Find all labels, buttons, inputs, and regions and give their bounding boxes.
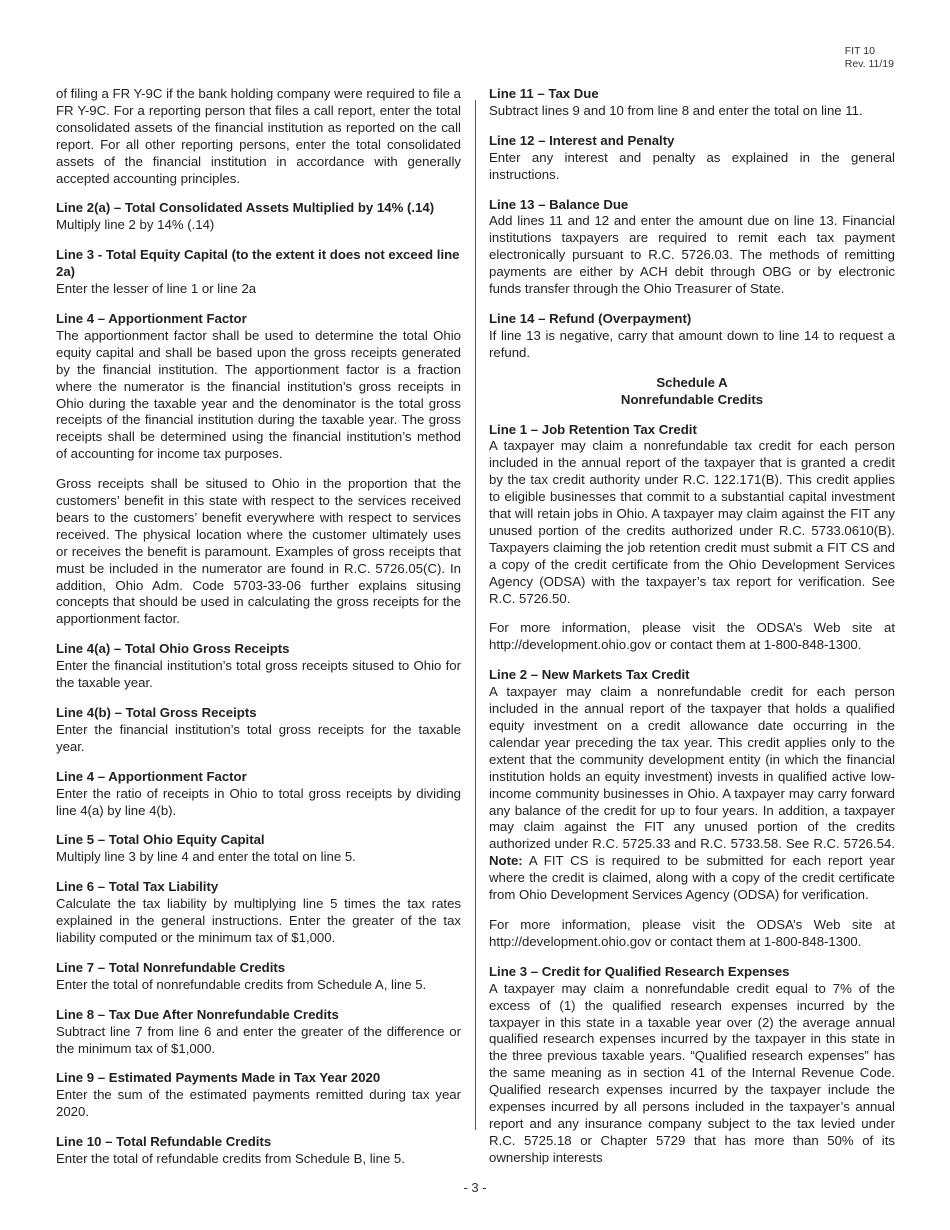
section-heading: Line 1 – Job Retention Tax Credit: [489, 421, 697, 437]
section-heading: Line 3 – Credit for Qualified Research Expenses: [489, 963, 790, 979]
schedule-title: Schedule A: [656, 374, 728, 390]
odsa-info-paragraph: For more information, please visit the ODSA’s Web site at http://development.ohio.gov or contact them at 1-800-848-1300.: [489, 916, 895, 949]
note-text: A FIT CS is required to be submitted for each report year where the credit is claimed, along with a copy of the credit certificate from Ohio Development Services Agency (ODSA) for verification.: [489, 853, 895, 903]
section-heading: Line 2(a) – Total Consolidated Assets Multiplied by 14% (.14): [56, 200, 435, 216]
instruction-section: [56, 769, 461, 820]
section-text: Enter the ratio of receipts in Ohio to total gross receipts by dividing line 4(a) by line 4(b).: [56, 785, 461, 818]
section-text: Subtract lines 9 and 10 from line 8 and enter the total on line 11.: [489, 102, 863, 118]
section-heading: Line 4(b) – Total Gross Receipts: [56, 705, 257, 720]
schedule-subtitle: Nonrefundable Credits: [620, 391, 764, 407]
column-divider: [475, 100, 476, 1130]
section-text: Enter the lesser of line 1 or line 2a: [56, 281, 257, 297]
right-column: [489, 86, 895, 1180]
section-text-body: A taxpayer may claim a nonrefundable credit for each person included in the annual report of the taxpayer that holds a qualified equity investment on a credit allowance date occurring in the calendar year preceding the tax year. This credit applies only to the extent that the community development entity (in which the financial institution holds an equity investment) invests in qualified active low-income community businesses in Ohio. A taxpayer may carry forward any balance of the credit for up to four years. In addition, a taxpayer may claim against the FIT any unused portion of the credits authorized under R.C. 5725.33 and R.C. 5733.58. See R.C. 5726.54.: [489, 684, 895, 852]
instruction-section: [56, 1134, 461, 1168]
note-label: Note:: [489, 853, 523, 869]
section-text: Enter the sum of the estimated payments remitted during tax year 2020.: [56, 1087, 461, 1120]
instruction-section: [56, 1070, 461, 1121]
section-text: Multiply line 2 by 14% (.14): [56, 217, 215, 233]
section-text: Calculate the tax liability by multiplying line 5 times the tax rates explained in the general instructions. Enter the greater of the tax liability computed or the minimum tax of $1,000.: [56, 896, 461, 945]
right-sections: [489, 86, 895, 362]
credit-job-retention: [489, 422, 895, 608]
intro-paragraph: of filing a FR Y-9C if the bank holding company were required to file a FR Y-9C. For a reporting person that files a call report, enter the total consolidated assets of the financial institution as reported on the call report. For all other reporting persons, enter the total consolidated assets of the financial institution in accordance with generally accepted accounting principles.: [56, 86, 461, 186]
instruction-section: [56, 200, 461, 234]
section-heading: Line 8 – Tax Due After Nonrefundable Credits: [56, 1006, 339, 1022]
section-text: Gross receipts shall be sitused to Ohio in the proportion that the customers’ benefit in this state with respect to the services received bears to the customers’ benefit everywhere with respect to services received. The physical location where the customer ultimately uses or receives the benefit is paramount. Examples of gross receipts that must be included in the numerator are found in R.C. 5726.05(C). In addition, Ohio Adm. Code 5703-33-06 further explains situsing concepts that should be used in calculating the gross receipts for the apportionment factor.: [56, 476, 461, 627]
schedule-a-title-block: [489, 375, 895, 409]
section-heading: Line 10 – Total Refundable Credits: [56, 1134, 272, 1150]
instruction-section: [56, 832, 461, 866]
instruction-section: [489, 133, 895, 184]
left-column: [56, 86, 461, 1181]
instruction-section: [56, 705, 461, 756]
section-text: Enter the financial institution’s total gross receipts for the taxable year.: [56, 721, 461, 754]
section-heading: Line 2 – New Markets Tax Credit: [489, 667, 690, 683]
section-heading: Line 14 – Refund (Overpayment): [489, 310, 692, 326]
form-revision: Rev. 11/19: [844, 58, 894, 70]
section-text: [489, 684, 895, 904]
instruction-section: [56, 311, 461, 463]
form-number: FIT 10: [844, 45, 875, 57]
left-sections: [56, 200, 461, 1168]
section-heading: Line 4 – Apportionment Factor: [56, 310, 247, 326]
section-heading: Line 11 – Tax Due: [489, 86, 599, 101]
section-heading: Line 4 – Apportionment Factor: [56, 768, 247, 784]
instruction-section: [56, 247, 461, 298]
section-heading: Line 4(a) – Total Ohio Gross Receipts: [56, 641, 290, 657]
instruction-section: [56, 1007, 461, 1058]
instruction-section: [56, 879, 461, 947]
section-heading: Line 12 – Interest and Penalty: [489, 132, 675, 148]
section-heading: Line 6 – Total Tax Liability: [56, 879, 219, 895]
instruction-section: [56, 641, 461, 692]
instruction-section: [489, 311, 895, 362]
instruction-section: [56, 960, 461, 994]
section-text: Subtract line 7 from line 6 and enter the greater of the difference or the minimum tax of $1,000.: [56, 1023, 461, 1056]
section-text: Enter the financial institution’s total gross receipts sitused to Ohio for the taxable year.: [56, 658, 461, 691]
credit-new-markets: [489, 667, 895, 904]
section-heading: Line 7 – Total Nonrefundable Credits: [56, 959, 286, 975]
page-number: - 3 -: [463, 1180, 487, 1195]
section-text: Add lines 11 and 12 and enter the amount due on line 13. Financial institutions taxpayers are required to remit each tax payment electronically pursuant to R.C. 5726.03. The methods of remitting payments are either by ACH debit through OBG or by electronic funds transfer through the Ohio Treasurer of State.: [489, 213, 895, 297]
section-text: Enter any interest and penalty as explained in the general instructions.: [489, 149, 895, 182]
section-text: A taxpayer may claim a nonrefundable credit equal to 7% of the excess of (1) the qualified research expenses incurred by the taxpayer in this state in a taxable year over (2) the average annual qualified research expenses incurred by the taxpayer in this state in the three previous taxable years. “Qualified research expenses” has the same meaning as in section 41 of the Internal Revenue Code. Qualified research expenses incurred by the taxpayer include the expenses incurred by all persons included in the taxpayer’s annual report and any insurance company subject to the tax levied under R.C. 5725.18 or Chapter 5729 that has more than 50% of its ownership interests: [489, 980, 895, 1165]
section-text: If line 13 is negative, carry that amount down to line 14 to request a refund.: [489, 327, 895, 360]
section-text: Enter the total of refundable credits from Schedule B, line 5.: [56, 1151, 405, 1167]
section-heading: Line 13 – Balance Due: [489, 196, 629, 212]
instruction-section: [56, 476, 461, 628]
odsa-info-paragraph: For more information, please visit the ODSA’s Web site at http://development.ohio.gov or contact them at 1-800-848-1300.: [489, 620, 895, 653]
section-heading: Line 5 – Total Ohio Equity Capital: [56, 832, 265, 848]
section-text: Enter the total of nonrefundable credits from Schedule A, line 5.: [56, 976, 427, 992]
section-text: The apportionment factor shall be used to determine the total Ohio equity capital and shall be based upon the gross receipts generated by the financial institution. The apportionment factor is a fraction where the numerator is the financial institution’s gross receipts in Ohio during the taxable year and the denominator is the total gross receipts of the financial institution during the taxable year. The gross receipts shall be determined using the financial institution’s method of accounting for income tax purposes.: [56, 327, 461, 462]
section-text: A taxpayer may claim a nonrefundable tax credit for each person included in the annual report of the taxpayer that is granted a credit by the tax credit authority under R.C. 122.171(B). This credit applies to eligible businesses that commit to a substantial capital investment that will retain jobs in Ohio. A taxpayer may claim against the FIT any unused portion of the credits authorized under R.C. 5733.0610(B). Taxpayers claiming the job retention credit must submit a FIT CS and a copy of the credit certificate from the Ohio Development Services Agency (ODSA) with the taxpayer’s tax report for verification. See R.C. 5726.50.: [489, 438, 895, 606]
section-text: Multiply line 3 by line 4 and enter the total on line 5.: [56, 849, 356, 865]
instruction-section: [489, 197, 895, 298]
instruction-section: [489, 86, 895, 120]
credit-qualified-research: [489, 964, 895, 1167]
form-header: [845, 45, 894, 71]
section-heading: Line 9 – Estimated Payments Made in Tax Year 2020: [56, 1070, 381, 1086]
section-heading: Line 3 - Total Equity Capital (to the extent it does not exceed line 2a): [56, 247, 460, 280]
